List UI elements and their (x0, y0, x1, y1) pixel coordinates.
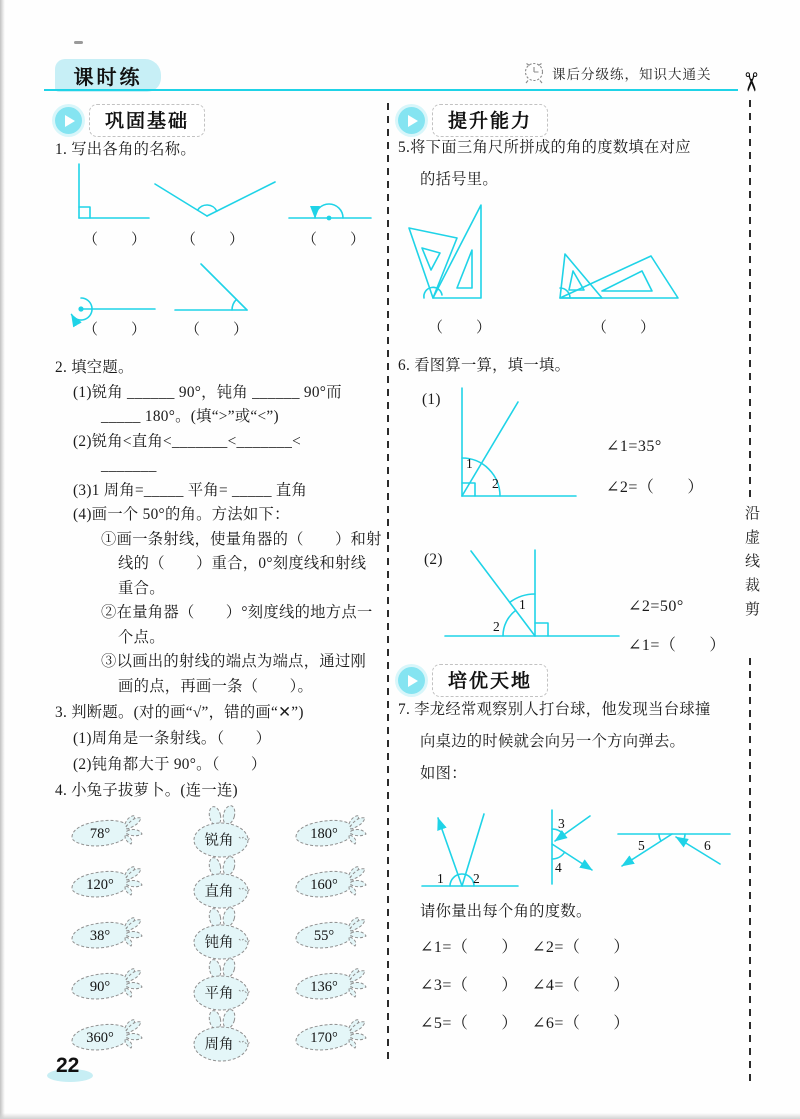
angle-label-6: 6 (704, 838, 711, 853)
section-excellence (398, 664, 548, 697)
rabbit-label: 钝角 (204, 934, 234, 951)
play-icon (398, 667, 425, 694)
match-row (55, 961, 385, 1010)
rabbit-label: 平角 (204, 985, 234, 1002)
acute-angle-figure (173, 262, 251, 314)
match-row (55, 910, 385, 959)
answer-paren[interactable]: （ ） (428, 320, 493, 336)
angle-label-1: 1 (437, 871, 444, 886)
cut-line-top (749, 100, 751, 500)
section-title: 培优天地 (432, 664, 548, 697)
q2-line[interactable]: (3)1 周角=_____ 平角= _____ 直角 (73, 481, 308, 499)
rabbit-label: 直角 (204, 883, 234, 900)
q5-line1: 5.将下面三角尺所拼成的角的度数填在对应 (398, 139, 691, 156)
q2-fill-blanks (55, 356, 387, 699)
q2-line[interactable]: ②在量角器（ ）°刻度线的地方点一 (101, 604, 373, 621)
carrot-right[interactable] (293, 1019, 367, 1055)
set-squares-figure-2 (556, 244, 684, 302)
q2-line: (4)画一个 50°的角。方法如下： (73, 506, 290, 523)
angle-label-1: 1 (466, 456, 473, 471)
q2-line: 重合。 (118, 579, 165, 597)
rabbit[interactable] (189, 857, 253, 911)
carrot-value: 55° (313, 927, 335, 944)
carrot-left[interactable] (69, 815, 143, 851)
angle-label-5: 5 (638, 838, 645, 853)
lesson-badge-label: 课时练 (73, 67, 143, 89)
scan-speck (74, 41, 83, 44)
q3-line: 3. 判断题。(对的画“√”，错的画“✕”) (55, 704, 304, 721)
carrot-value: 180° (310, 825, 338, 842)
play-icon (398, 107, 425, 134)
section-title: 提升能力 (432, 104, 548, 137)
q7-line3: 如图： (420, 765, 467, 782)
straight-angle-figure (287, 200, 373, 224)
answer-paren[interactable]: （ ） (185, 322, 250, 338)
q2-line[interactable]: (1)锐角 ______ 90°，钝角 ______ 90°而 (73, 383, 342, 401)
q2-line: 个点。 (118, 628, 165, 646)
carrot-right[interactable] (293, 968, 367, 1004)
set-squares-figure-1 (405, 200, 490, 302)
q6-sub2-label: (2) (424, 551, 443, 568)
page-edge-bottom (0, 1113, 800, 1119)
carrot-value: 360° (86, 1029, 114, 1046)
angle-label-2: 2 (473, 871, 480, 886)
q7-eq-5[interactable]: ∠5=（ ） (420, 1015, 518, 1032)
carrot-right[interactable] (293, 815, 367, 851)
match-row (55, 1012, 385, 1061)
q2-line[interactable]: (2)锐角<直角<_______<_______< (73, 432, 302, 450)
q7-eq-3[interactable]: ∠3=（ ） (420, 977, 518, 994)
q2-line[interactable]: 画的点，再画一条（ ）。 (118, 677, 314, 695)
q3-line[interactable]: (2)钝角都大于 90°。（ ） (73, 756, 267, 773)
carrot-left[interactable] (69, 866, 143, 902)
carrot-value: 160° (310, 876, 338, 893)
q6-figure-2 (443, 546, 623, 640)
angle-label-2: 2 (493, 619, 500, 634)
q6-eq2[interactable]: ∠2=（ ） (606, 479, 704, 496)
billiard-figure-2 (546, 808, 602, 888)
header-rule (44, 89, 738, 91)
q2-line[interactable]: 线的（ ）重合，0°刻度线和射线 (118, 555, 367, 572)
q2-line[interactable]: ①画一条射线，使量角器的（ ）和射 (101, 530, 382, 548)
column-divider (387, 103, 389, 1065)
q7-eq-1[interactable]: ∠1=（ ） (420, 939, 518, 956)
q2-line[interactable]: _____ 180°。(填“>”或“<”) (101, 408, 279, 425)
q7-eq-4[interactable]: ∠4=（ ） (532, 977, 630, 994)
match-row (55, 859, 385, 908)
carrot-right[interactable] (293, 917, 367, 953)
billiard-figure-1 (420, 812, 524, 894)
play-icon (55, 107, 82, 134)
carrot-value: 38° (89, 927, 111, 944)
q7-measure-text: 请你量出每个角的度数。 (420, 903, 592, 920)
carrot-value: 90° (89, 978, 111, 995)
q6-figure-1 (452, 386, 580, 502)
answer-paren[interactable]: （ ） (83, 322, 148, 338)
q1-title: 1. 写出各角的名称。 (55, 141, 196, 158)
carrot-left[interactable] (69, 917, 143, 953)
angle-label-3: 3 (558, 816, 565, 831)
q5-line2: 的括号里。 (420, 171, 498, 188)
rabbit[interactable] (189, 806, 253, 860)
angle-label-2: 2 (492, 476, 499, 491)
rabbit-label: 锐角 (204, 832, 234, 849)
q6-title: 6. 看图算一算，填一填。 (398, 357, 571, 374)
carrot-value: 170° (310, 1029, 338, 1046)
rabbit[interactable] (189, 959, 253, 1013)
q7-line1: 7. 李龙经常观察别人打台球，他发现当台球撞 (398, 701, 711, 718)
q7-line2: 向桌边的时候就会向另一个方向弹去。 (420, 733, 686, 750)
cut-line-bottom (749, 658, 751, 1086)
q1-figures (55, 158, 387, 348)
q7-eq-6[interactable]: ∠6=（ ） (532, 1015, 630, 1032)
right-angle-figure (75, 162, 153, 222)
q3-line[interactable]: (1)周角是一条射线。（ ） (73, 730, 272, 747)
angle-label-1: 1 (519, 597, 526, 612)
answer-paren[interactable]: （ ） (181, 232, 246, 248)
q2-line: 2. 填空题。 (55, 359, 134, 376)
page-number: 22 (56, 1054, 80, 1077)
obtuse-angle-figure (155, 180, 277, 220)
alarm-clock-icon (521, 58, 547, 84)
carrot-value: 120° (86, 876, 114, 893)
rabbit[interactable] (189, 1010, 253, 1064)
answer-paren[interactable]: （ ） (302, 232, 367, 248)
carrot-left[interactable] (69, 968, 143, 1004)
carrot-left[interactable] (69, 1019, 143, 1055)
answer-paren[interactable]: （ ） (592, 320, 657, 336)
cut-line-label: 沿虚线裁剪 (743, 505, 759, 625)
q4-title: 4. 小兔子拔萝卜。(连一连) (55, 782, 238, 799)
section-consolidate-basics (55, 104, 205, 137)
q3-true-false (55, 700, 387, 778)
section-title: 巩固基础 (89, 104, 205, 137)
q6-eq3: ∠2=50° (628, 598, 684, 615)
q2-line[interactable]: _______ (101, 457, 157, 474)
carrot-right[interactable] (293, 866, 367, 902)
q6-eq4[interactable]: ∠1=（ ） (628, 637, 726, 654)
carrot-value: 136° (310, 978, 338, 995)
rabbit-label: 周角 (204, 1036, 234, 1053)
q6-sub1-label: (1) (422, 391, 441, 408)
rabbit[interactable] (189, 908, 253, 962)
header-tagline: 课后分级练，知识大通关 (552, 67, 712, 82)
carrot-value: 78° (89, 825, 111, 842)
q7-eq-2[interactable]: ∠2=（ ） (532, 939, 630, 956)
billiard-figure-3 (616, 826, 734, 884)
section-improve-ability (398, 104, 548, 137)
match-row (55, 808, 385, 857)
q2-line: ③以画出的射线的端点为端点，通过刚 (101, 653, 367, 670)
q6-eq1: ∠1=35° (606, 438, 662, 455)
scissors-icon: ✂ (736, 71, 765, 93)
page-edge-left (0, 0, 5, 1119)
angle-label-4: 4 (555, 860, 562, 875)
lesson-badge (55, 59, 161, 92)
answer-paren[interactable]: （ ） (83, 232, 148, 248)
